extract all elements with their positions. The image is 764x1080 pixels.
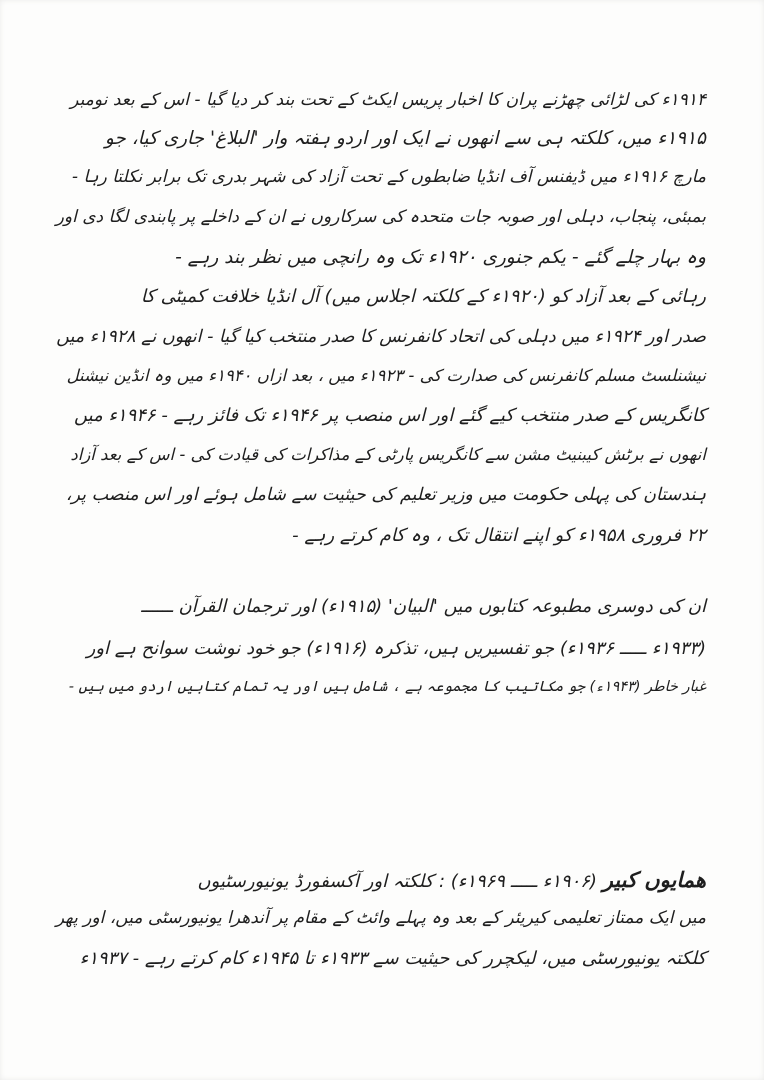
paragraph-2-line-3: نیشنلسٹ مسلم کانفرنس کی صدارت کی - ۱۹۲۳ء میں ، بعد ازاں ۱۹۴۰ء میں وہ انڈین نیشنل	[66, 366, 706, 385]
paragraph-3-line-1: ان کی دوسری مطبوعہ کتابوں میں 'البیان' (۱۹۱۵ء) اور ترجمان القرآن ــــــ	[141, 596, 706, 617]
paragraph-4-line-1	[197, 870, 706, 891]
person-name-heading: ھمایوں کبیر	[602, 868, 706, 892]
paragraph-2-line-1: رہائی کے بعد آزاد کو (۱۹۲۰ء کے کلکتہ اجلاس میں) آل انڈیا خلافت کمیٹی کا	[140, 286, 706, 307]
paragraph-2-line-2: صدر اور ۱۹۲۴ء میں دہلی کی اتحاد کانفرنس کا صدر منتخب کیا گیا - انھوں نے ۱۹۲۸ء میں	[56, 327, 706, 347]
paragraph-1-line-2: ۱۹۱۵ء میں، کلکتہ ہی سے انھوں نے ایک اور اردو ہفتہ وار 'البلاغ' جاری کیا، جو	[104, 128, 706, 149]
paragraph-2-line-6: ہندستان کی پہلی حکومت میں وزیر تعلیم کی حیثیت سے شامل ہوئے اور اس منصب پر،	[65, 485, 706, 505]
paragraph-1-line-5: وہ بہار چلے گئے - یکم جنوری ۱۹۲۰ء تک وہ رانچی میں نظر بند رہے -	[175, 247, 706, 268]
paragraph-1-line-3: مارچ ۱۹۱۶ء میں ڈیفنس آف انڈیا ضابطوں کے تحت آزاد کی شہر بدری تک برابر نکلتا رہا -	[71, 167, 706, 187]
paragraph-3-line-3: غبار خاطر (۱۹۴۳ء) جو مکاتیب کا مجموعہ ہے ، شامل ہیں اور یہ تمام کتابیں اردو میں ہیں -	[68, 679, 706, 695]
paragraph-2-line-5: انھوں نے برٹش کیبنیٹ مشن سے کانگریس پارٹی کے مذاکرات کی قیادت کی - اس کے بعد آزاد	[70, 445, 706, 464]
paragraph-1-line-4: بمبئی، پنجاب، دہلی اور صوبہ جات متحدہ کی سرکاروں نے ان کے داخلے پر پابندی لگا دی اور	[55, 207, 706, 227]
paragraph-2-line-7: ۲۲ فروری ۱۹۵۸ء کو اپنے انتقال تک ، وہ کام کرتے رہے -	[292, 525, 706, 546]
paragraph-4-line-1-rest: (۱۹۰۶ء ـــــ ۱۹۶۹ء) : کلکتہ اور آکسفورڈ یونیورسٹیوں	[197, 871, 597, 892]
paragraph-4-line-2: میں ایک ممتاز تعلیمی کیریئر کے بعد وہ پہلے وائٹ کے مقام پر آندھرا یونیورسٹی میں، اور پھر	[55, 908, 706, 928]
paragraph-3-line-2: (۱۹۳۳ء ـــــ ۱۹۳۶ء) جو تفسیریں ہیں، تذکرہ (۱۹۱۶ء) جو خود نوشت سوانح ہے اور	[86, 638, 706, 659]
paragraph-2-line-4: کانگریس کے صدر منتخب کیے گئے اور اس منصب پر ۱۹۴۶ء تک فائز رہے - ۱۹۴۶ء میں	[73, 405, 706, 426]
paragraph-1-line-1: ۱۹۱۴ء کی لڑائی چھڑنے پران کا اخبار پریس ایکٹ کے تحت بند کر دیا گیا - اس کے بعد نومبر	[70, 90, 706, 110]
paragraph-4-line-3: کلکتہ یونیورسٹی میں، لیکچرر کی حیثیت سے ۱۹۳۳ء تا ۱۹۴۵ء کام کرتے رہے - ۱۹۳۷ء	[79, 948, 706, 969]
